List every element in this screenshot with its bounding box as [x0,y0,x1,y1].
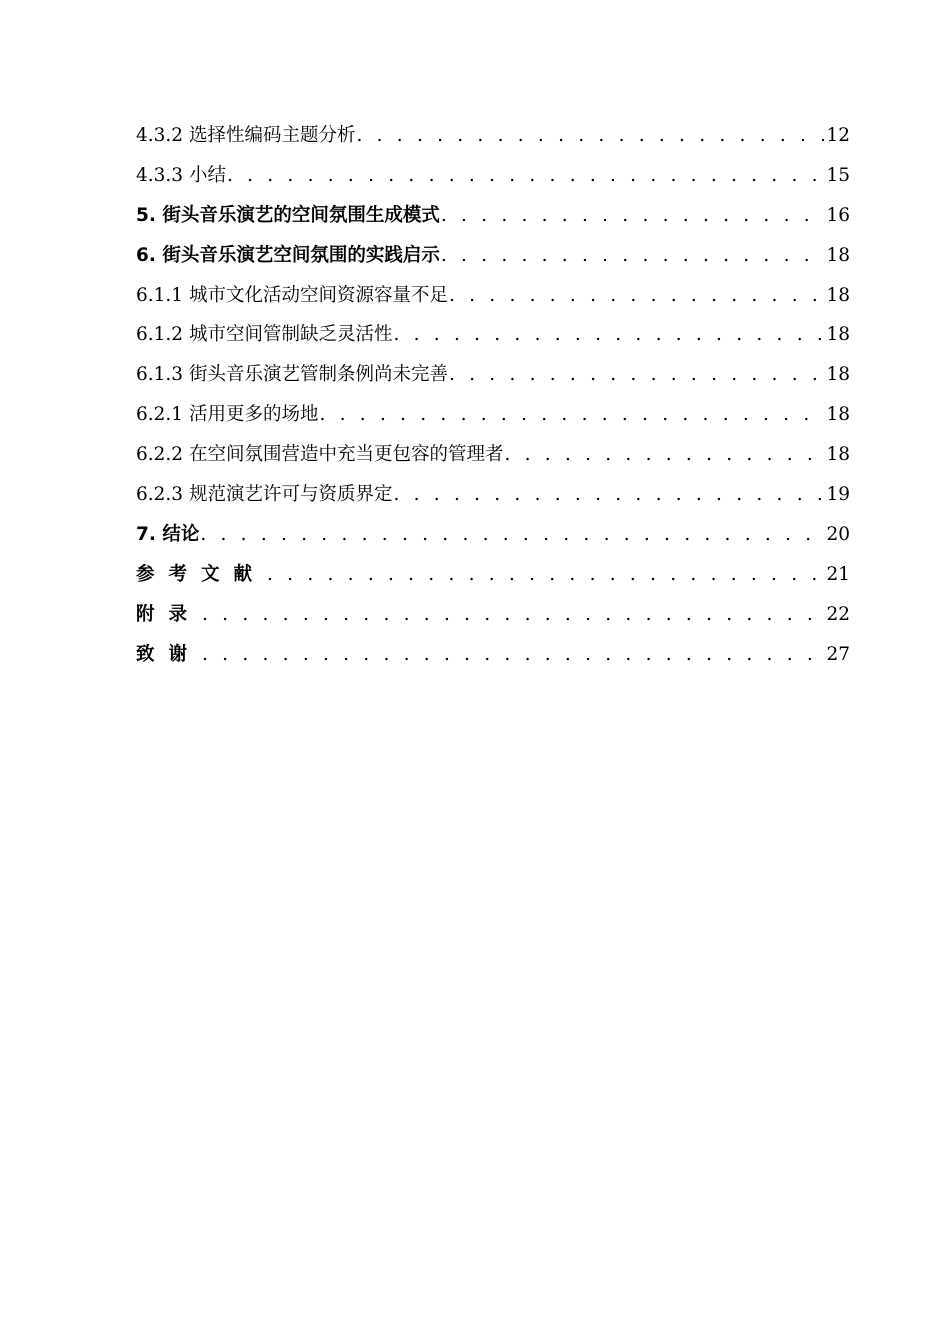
toc-dot-leader [449,276,824,316]
toc-dot-leader [319,395,824,435]
toc-entry-title: 4.3.2 选择性编码主题分析 [136,125,356,146]
toc-entry[interactable] [136,315,850,355]
toc-dot-leader [202,595,824,635]
toc-page-number: 18 [826,404,850,426]
toc-chapter-entry[interactable] [136,196,850,236]
table-of-contents [136,116,850,674]
toc-page-number: 19 [826,484,850,506]
toc-page-number: 20 [826,523,850,545]
toc-entry[interactable] [136,276,850,316]
toc-chapter-entry[interactable] [136,515,850,555]
toc-page-number: 18 [826,444,850,466]
toc-dot-leader [202,635,824,675]
toc-entry[interactable] [136,156,850,196]
toc-page-number: 18 [826,244,850,266]
toc-dot-leader [441,236,825,276]
toc-entry[interactable] [136,355,850,395]
toc-entry[interactable] [136,116,850,156]
toc-page-number: 18 [826,364,850,386]
toc-page-number: 27 [826,643,850,665]
toc-entry[interactable] [136,395,850,435]
toc-page-number: 15 [826,164,850,186]
toc-page-number: 16 [826,204,850,226]
toc-chapter-entry[interactable] [136,635,850,675]
toc-dot-leader [504,435,824,475]
toc-dot-leader [267,555,824,595]
toc-page-number: 21 [826,563,850,585]
toc-dot-leader [449,355,824,395]
toc-entry-title: 4.3.3 小结 [136,164,226,186]
toc-entry-title: 参考文献 [136,563,267,585]
toc-entry-title: 致谢 [136,643,202,665]
toc-dot-leader [227,156,825,196]
toc-entry-title: 附录 [136,603,202,625]
toc-chapter-entry[interactable] [136,595,850,635]
toc-page-number: 18 [826,284,850,306]
toc-chapter-entry[interactable] [136,555,850,595]
toc-entry[interactable] [136,475,850,515]
toc-page-number: 18 [826,324,850,346]
toc-entry-title: 5. 街头音乐演艺的空间氛围生成模式 [136,204,440,226]
toc-entry-title: 6.1.1 城市文化活动空间资源容量不足 [136,284,448,306]
toc-entry-title: 7. 结论 [136,523,200,545]
toc-entry-title: 6.2.3 规范演艺许可与资质界定 [136,484,393,506]
toc-entry-title: 6.1.3 街头音乐演艺管制条例尚未完善 [136,364,448,386]
toc-dot-leader [441,196,825,236]
toc-dot-leader [200,515,824,555]
toc-entry-title: 6. 街头音乐演艺空间氛围的实践启示 [136,244,440,266]
toc-entry-title: 6.2.2 在空间氛围营造中充当更包容的管理者 [136,444,504,466]
toc-page-number: 12 [826,125,850,146]
toc-entry-title: 6.2.1 活用更多的场地 [136,404,319,426]
toc-entry-title: 6.1.2 城市空间管制缺乏灵活性 [136,324,393,346]
toc-dot-leader [393,315,824,355]
toc-chapter-entry[interactable] [136,236,850,276]
toc-entry[interactable] [136,435,850,475]
toc-dot-leader [393,475,824,515]
toc-dot-leader [356,116,824,156]
toc-page-number: 22 [826,603,850,625]
